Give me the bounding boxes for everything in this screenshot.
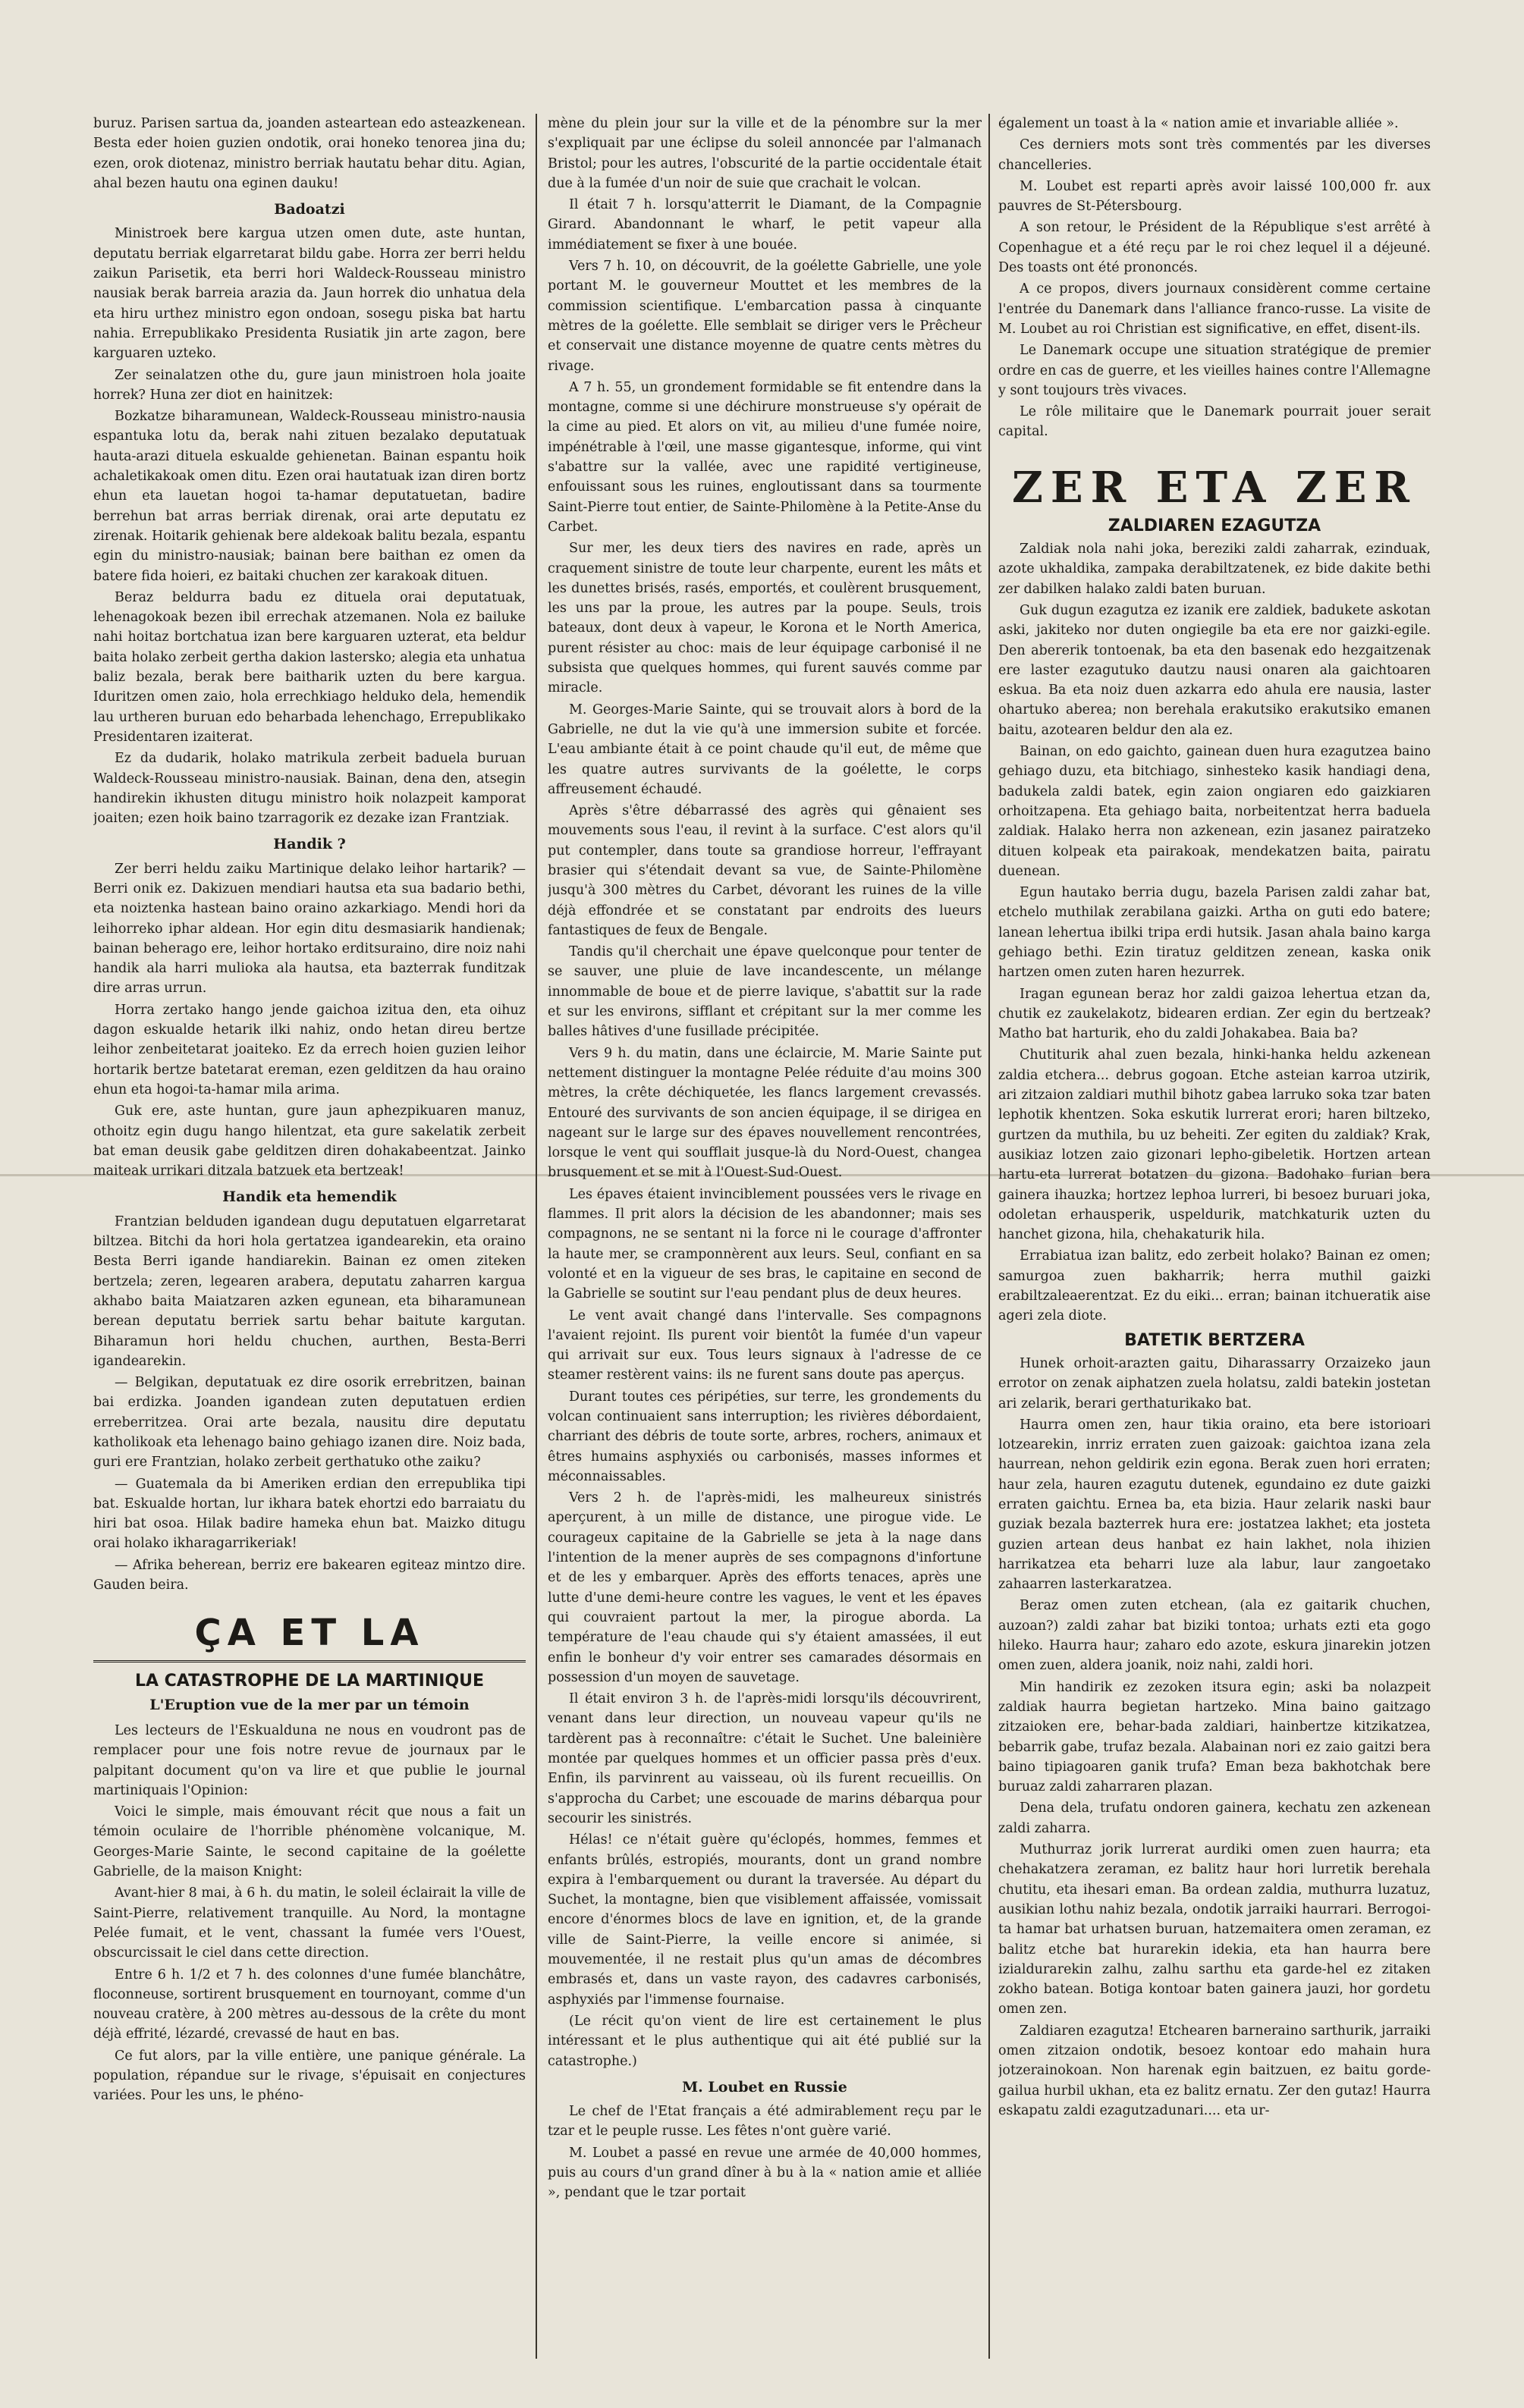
paragraph: — Guatemala da bi Ameriken erdian den errepublika tipi bat. Eskualde hortan, lur ikhara batek ehortzi edo barraiatu du hiri bat osoa. Hilak badire hameka ehun bat. Maizko ditugu orai holako ikharagarrikeriak! — [93, 1476, 526, 1552]
paragraph: Voici le simple, mais émouvant récit que nous a fait un témoin oculaire de l'horrible phénomène volcanique, M. Georges-Marie Sainte, le second capitaine de la goélette Gabrielle, de la maison Knight: — [93, 1804, 526, 1880]
headline-batetik-bertzera: BATETIK BERTZERA — [1124, 1330, 1305, 1350]
paragraph: Le rôle militaire que le Danemark pourrait jouer serait capital. — [998, 404, 1431, 440]
paragraph: Les épaves étaient invinciblement poussées vers le rivage en flammes. Il prit alors la décision de les abandonner; mais ses compagnons, ne se sentant ni la force ni le courage d'affronter la haute mer, se cramponnèrent aux leurs. Seul, confiant en sa volonté et en la vigueur de ses bras, le capitaine en second de la Gabrielle se soutint sur l'eau pendant plus de deux heures. — [548, 1186, 982, 1302]
paragraph: Dena dela, trufatu ondoren gainera, kechatu zen azkenean zaldi zaharra. — [998, 1801, 1431, 1836]
paragraph: Guk ere, aste huntan, gure jaun aphezpikuaren manuz, othoitz egin dugu hango hilentzat, eta gure sakelatik zerbeit bat eman deusik gabe gelditzen diren dohakabeentzat. Jainko maiteak urrikari ditzala batzuek eta bertzeak! — [93, 1104, 526, 1179]
paragraph: mène du plein jour sur la ville et de la pénombre sur la mer s'expliquait par une éclipse du soleil annoncée par l'almanach Bristol; pour les autres, l'obscurité de la partie occidentale était due à la fumée d'un noir de suie que crachait le volcan. — [548, 116, 982, 191]
paragraph: M. Loubet est reparti après avoir laissé 100,000 fr. aux pauvres de St-Pétersbourg. — [998, 178, 1431, 215]
paragraph: Bozkatze biharamunean, Waldeck-Rousseau ministro-nausia espantuka lotu da, berak nahi zituen bezalako deputatuak hauta-arazi dituela eskualde gehienetan. Bainan espantu hoik achaletikakoak omen ditu. Ezen orai hautatuak izan diren bortz ehun eta lauetan hogoi ta-hamar deputatuetan, badire berrehun bat arras berriak direnak, orai arte deputatu ez zirenak. Hoitarik gehienak bere aldekoak balitu bezala, espantu egin du ministro-nausiak; bainan bere baithan ez omen da batere fida hoieri, ez baitaki chuchen zer karakoak dituen. — [93, 409, 526, 584]
paragraph: Haurra omen zen, haur tikia oraino, eta bere istorioari lotzearekin, inrriz erraten zuen gaizoak: gaichtoa izana zela haurrean, nehon geldirik ezin egona. Berak zuen hori erraten; haur zela, hauren ezagutu dutenek, egundaino ez dute gaizki erraten gaichtu. Ernea ba, eta bizia. Haur zelarik naski baur guziak bezala bazterrek hura ere: jostatzea lakhet; eta josteta guzien artean deus hanbat ez hain lakhet, nola ihizien harrikatzea eta beharri luze ala labur, laur zangoetako zahaarren lasterkaratzea. — [998, 1417, 1431, 1593]
paragraph: Les lecteurs de l'Eskualduna ne nous en voudront pas de remplacer pour une fois notre revue de journaux par le palpitant document qu'on va lire et que publie le journal martiniquais l'Opinion: — [93, 1722, 526, 1798]
paragraph: Zaldiaren ezagutza! Etchearen barneraino sarthurik, jarraiki omen zitzaion ondotik, besoez kontoar edo mahain hura jotzerainokoan. Non harenak egin baitzuen, ez baitu gorde-gailua hurbil ukhan, eta ez balitz ernatu. Zer den gutaz! Haurra eskapatu zaldi ezagutzadunari.... eta ur- — [998, 2023, 1431, 2118]
section-heading-handik-eta-hemendik: Handik eta hemendik — [222, 1188, 397, 1206]
paragraph: Iragan egunean beraz hor zaldi gaizoa lehertua etzan da, chutik ez zaukelakotz, bidearen erdian. Zer egin du bertzeak? Matho bat harturik, eho du zaldi Johakabea. Baia ba? — [998, 986, 1431, 1042]
paragraph: (Le récit qu'on vient de lire est certainement le plus intéressant et le plus authentique qui ait été publié sur la catastrophe.) — [548, 2013, 982, 2069]
column-rule — [536, 114, 537, 2359]
paragraph: Min handirik ez zezoken itsura egin; aski ba nolazpeit zaldiak haurra begietan hartzeko. Mina baino gaitzago zitzaioken ere, behar-bada zaldiari, hainbertze kitzikatzea, bebarrik gabe, trufaz bezala. Alabainan nori ez zaio gaitzi bera baino tipiagoaren ganik trufa? Eman beza bakhotchak bere buruaz zaldi zaharraren plazan. — [998, 1679, 1431, 1795]
section-heading-handik: Handik ? — [273, 836, 346, 853]
paragraph: Muthurraz jorik lurrerat aurdiki omen zuen haurra; eta chehakatzera zeraman, ez balitz haur hori lurretik berehala chutitu, eta ihesari eman. Ba ordean zaldia, muthurra luzatuz, ausikian lothu nahiz bezala, ondotik jarraiki haurrari. Berrogoi-ta hamar bat urhatsen buruan, hatzemaitera omen zeraman, ez balitz etche bat hurarekin idekia, eta han haurra bere izialdurarekin zalhu, zalhu sarthu eta garde-hel ez zitaken zokho batean. Botiga kontoar baten gainera jauzi, hor gordetu omen zen. — [998, 1842, 1431, 2017]
paragraph: Sur mer, les deux tiers des navires en rade, après un craquement sinistre de toute leur charpente, eurent les mâts et les dunettes brisés, rasés, emportés, et coulèrent brusquement, les uns par la proue, les autres par la poupe. Seuls, trois bateaux, dont deux à vapeur, le Korona et le North America, purent résister au choc: mais de leur équipage carbonisé il ne subsista que quelques hommes, qui furent sauvés comme par miracle. — [548, 541, 982, 696]
paragraph: Vers 7 h. 10, on découvrit, de la goélette Gabrielle, une yole portant M. le gouverneur Mouttet et les membres de la commission scientifique. L'embarcation passa à cinquante mètres de la goélette. Elle semblait se diriger vers le Prêcheur et conservait une distance moyenne de quatre cents mètres du rivage. — [548, 259, 982, 374]
paragraph: Egun hautako berria dugu, bazela Parisen zaldi zahar bat, etchelo muthilak zerabilana gaizki. Artha on guti edo batere; lanean lehertua ibilki tripa erdi hutsik. Jasan ahala baino karga gehiago bethi. Ezin tiratuz gelditzen zenean, kaska onik hartzen omen zuten haren hezurrek. — [998, 885, 1431, 981]
paragraph: — Belgikan, deputatuak ez dire osorik errebritzen, bainan bai erdizka. Joanden igandean zuten deputatuen erdien erreberritzea. Orai arte bezala, nausitu dire deputatu katholikoak eta lehenago baino gehiago izanen dire. Noiz bada, guri ere Frantzian, holako zerbeit gerthatuko othe zaiku? — [93, 1375, 526, 1471]
paragraph: Le Danemark occupe une situation stratégique de premier ordre en cas de guerre, et les vieilles haines contre l'Allemagne y sont toujours très vivaces. — [998, 343, 1431, 398]
paragraph: Bainan, on edo gaichto, gainean duen hura ezagutzea baino gehiago duzu, eta bitchiago, sinhesteko kasik handiagi dena, badukela zaldi batek, egin zaion ongiaren edo gaizkiaren orhoitzapena. Eta gehiago baita, norbeitentzat herra baduela zaldiak. Halako herra non azkenean, ezin jasanez pairatzeko dituen kolpeak eta pairakoak, mendekatzen baita, pairatu duenean. — [998, 744, 1431, 879]
paragraph: Le chef de l'Etat français a été admirablement reçu par le tzar et le peuple russe. Les fêtes n'ont guère varié. — [548, 2104, 982, 2140]
paragraph: — Afrika beherean, berriz ere bakearen egiteaz mintzo dire. Gauden beira. — [93, 1557, 526, 1593]
column-2 — [548, 114, 982, 2359]
headline-catastrophe: LA CATASTROPHE DE LA MARTINIQUE — [134, 1672, 485, 1691]
paragraph: Après s'être débarrassé des agrès qui gênaient ses mouvements sous l'eau, il revint à la surface. C'est alors qu'il put contempler, dans toute sa grandiose horreur, l'effrayant brasier qui s'étendait devant sa vue, de Sainte-Philomène jusqu'à 300 mètres du Carbet, dévorant les ruines de la ville déjà effondrée et se constatant par endroits des lueurs fantastiques de feux de Bengale. — [548, 803, 982, 938]
paragraph: Hélas! ce n'était guère qu'éclopés, hommes, femmes et enfants brûlés, estropiés, mourants, dont un grand nombre expira à l'embarquement ou durant la traversée. Au départ du Suchet, la montagne, bien que visiblement affaissée, vomissait encore d'énormes blocs de lave en ignition, et, de la grande ville de Saint-Pierre, la veille encore si animée, si mouvementée, il ne restait plus qu'un amas de décombres embrasés et, dans un vaste rayon, des cadavres carbonisés, asphyxiés par l'immense fournaise. — [548, 1832, 982, 2008]
paragraph: Il était 7 h. lorsqu'atterrit le Diamant, de la Compagnie Girard. Abandonnant le wharf, le petit vapeur alla immédiatement se fixer à une bouée. — [548, 197, 982, 253]
column-1 — [93, 114, 526, 2359]
paragraph: Chutiturik ahal zuen bezala, hinki-hanka heldu azkenean zaldia etchera... debrus gogoan. Etche asteian karroa utzirik, ari zitzaion zaldiari muthil bihotz gabea larruko soka tzar baten lephotik khentzen. Soka eskutik lurrerat erori; haren biltzeko, gurtzen da muthila, bu uz beheiti. Zer egiten du zaldiak? Krak, ausikiaz lotzen zaio gizonari lepho-gibeletik. Hortzen artean hartu-eta lurrerat botatzen du gizona. Badohako furian bera gainera ihauzka; hortzez lephoa lurreri, bi besoez buruari joka, odoletan erhausperik, uspeldurik, matchkaturik uzten du hanchet gizona, hila, chehakaturik hila. — [998, 1047, 1431, 1243]
paragraph: Ce fut alors, par la ville entière, une panique générale. La population, répandue sur le rivage, s'épuisait en conjectures variées. Pour les uns, le phéno- — [93, 2048, 526, 2104]
paragraph: Entre 6 h. 1/2 et 7 h. des colonnes d'une fumée blanchâtre, floconneuse, sortirent brusquement en tournoyant, comme d'un nouveau cratère, à 200 mètres au-dessous de la crête du mont déjà effrité, lézardé, crevassé de haut en bas. — [93, 1967, 526, 2042]
paragraph: A ce propos, divers journaux considèrent comme certaine l'entrée du Danemark dans l'alliance franco-russe. La visite de M. Loubet au roi Christian est significative, en effet, disent-ils. — [998, 281, 1431, 337]
paragraph: Ces derniers mots sont très commentés par les diverses chancelleries. — [998, 137, 1431, 173]
banner-zer-eta-zer: ZER ETA ZER — [1012, 462, 1417, 513]
paragraph: Il était environ 3 h. de l'après-midi lorsqu'ils découvrirent, venant dans leur direction, un nouveau vapeur qu'ils ne tardèrent pas à reconnaître: c'était le Suchet. Une baleinière montée par quelques hommes et un officier passa près d'eux. Enfin, ils parvinrent au vaisseau, où ils furent recueillis. On s'approcha du Carbet; une escouade de marins débarqua pour secourir les sinistrés. — [548, 1691, 982, 1826]
paragraph: Le vent avait changé dans l'intervalle. Ses compagnons l'avaient rejoint. Ils purent voir bientôt la fumée d'un vapeur qui arrivait sur eux. Tous leurs signaux à l'adresse de ce steamer restèrent vains: ils ne furent sans doute pas aperçus. — [548, 1308, 982, 1383]
paragraph: Zer berri heldu zaiku Martinique delako leihor hartarik? — Berri onik ez. Dakizuen mendiari hautsa eta sua badario bethi, eta noiztenka hastean baino oraino azkarkiago. Mendi hori da leihorreko iphar aldean. Hor egin ditu desmasiarik handienak; bainan beherago ere, leihor hortako erditsuraino, dire noiz nahi handik ala harri mulioka ala hautsa, eta bazterrak funditzak dire arras urrun. — [93, 861, 526, 997]
paragraph: Hunek orhoit-arazten gaitu, Diharassarry Orzaizeko jaun errotor on zenak aiphatzen zuela holatsu, zaldi batekin jostetan ari zelarik, berari gerthaturikako bat. — [998, 1355, 1431, 1411]
paragraph: Beraz beldurra badu ez dituela orai deputatuak, lehenagokoak bezen ibil errechak atzemanen. Nola ez bailuke nahi hoitaz bortchatua izan bere karguaren uzterat, eta beldur baita holako zerbeit gertha dakion lastersko; alegia eta unhatua baliz bezala, berak bere baitharik uzten du bere kargua. Iduritzen omen zaio, hola errechkiago helduko dela, hemendik lau urtheren buruan edo beharbada lehenchago, Errepublikako Presidentaren izaiterat. — [93, 589, 526, 745]
paragraph: A son retour, le Président de la République s'est arrêté à Copenhague et a été reçu par le roi chez lequel il a déjeuné. Des toasts ont été prononcés. — [998, 220, 1431, 276]
paragraph: Zer seinalatzen othe du, gure jaun ministroen hola joaite horrek? Huna zer diot en hainitzek: — [93, 367, 526, 403]
paragraph: Avant-hier 8 mai, à 6 h. du matin, le soleil éclairait la ville de Saint-Pierre, relativement tranquille. Au Nord, la montagne Pelée fumait, et le vent, chassant la fumée vers l'Ouest, obscurcissait le ciel dans cette direction. — [93, 1885, 526, 1961]
column-rule — [988, 114, 990, 2359]
section-heading-badoatzi: Badoatzi — [274, 201, 345, 218]
paragraph: Zaldiak nola nahi joka, bereziki zaldi zaharrak, ezinduak, azote ukhaldika, zampaka derabiltzatenek, ez bide dakite bethi zer dabilken halako zaldi baten buruan. — [998, 542, 1431, 597]
paragraph: Guk dugun ezagutza ez izanik ere zaldiek, badukete askotan aski, jakiteko nor duten ongiegile ba eta ere nor gaizki-egile. Den abererik tontoenak, ba eta den basenak edo hezgaitzenak ere laster ezagutuko dautzu nausi onaren ala gaichtoaren eskua. Ba eta noiz duen azkarra edo ahula ere nausia, laster ohartuko aberea; non berehala erakutsiko erakutsiko emanen baitu, azotearen beldur den ala ez. — [998, 602, 1431, 738]
paragraph: Beraz omen zuten etchean, (ala ez gaitarik chuchen, auzoan?) zaldi zahar bat biziki tontoa; urhats ezti eta gogo hileko. Haurra haur; zaharo edo azote, eskura jinarekin jotzen omen zuen, aldera joanik, noiz nahi, zaldi hori. — [998, 1598, 1431, 1674]
section-heading-loubet: M. Loubet en Russie — [682, 2078, 847, 2096]
headline-zaldiaren-ezagutza: ZALDIAREN EZAGUTZA — [1108, 516, 1321, 535]
subheadline-eruption: L'Eruption vue de la mer par un témoin — [149, 1696, 470, 1713]
paragraph: Ministroek bere kargua utzen omen dute, aste huntan, deputatu berriak elgarretarat bildu gabe. Horra zer berri heldu zaikun Parisetik, eta berri hori Waldeck-Rousseau ministro nausiak berak barreia arazia da. Jaun horrek dio unhatua dela eta hiru urthez ministro egon ondoan, sosegu piska bat hartu nahia. Errepublikako Presidenta Rusiatik jin arte zagon, bere karguaren uzteko. — [93, 226, 526, 362]
paragraph: A 7 h. 55, un grondement formidable se fit entendre dans la montagne, comme si une déchirure monstrueuse s'y opérait de la cime au pied. Et alors on vit, au milieu d'une fumée noire, impénétrable à l'œil, une masse gigantesque, informe, qui vint s'abattre sur la vallée, avec une rapidité vertigineuse, enfouissant sous les ruines, engloutissant dans sa tourmente Saint-Pierre tout entier, de Sainte-Philomène à la Petite-Anse du Carbet. — [548, 379, 982, 535]
paragraph: Ez da dudarik, holako matrikula zerbeit baduela buruan Waldeck-Rousseau ministro-nausiak. Bainan, dena den, atsegin handirekin ikhusten ditugu ministro hoik nolazpeit kamporat joaiten; ezen hoik baino tzarragorik ez dezake izan Frantziak. — [93, 751, 526, 827]
paragraph: Vers 2 h. de l'après-midi, les malheureux sinistrés aperçurent, à un mille de distance, une pirogue vide. Le courageux capitaine de la Gabrielle se jeta à la nage dans l'intention de la mener auprès de ses compagnons d'infortune et de les y embarquer. Après des efforts tenaces, après une lutte d'une demi-heure contre les vagues, le vent et les épaves qui couvraient partout la mer, la pirogue aborda. La température de l'eau chaude qui s'y étaient amassées, il eut enfin le bonheur d'y voir entrer ses camarades désormais en possession d'un moyen de sauvetage. — [548, 1490, 982, 1685]
paragraph: Errabiatua izan balitz, edo zerbeit holako? Bainan ez omen; samurgoa zuen bakharrik; herra muthil gaizki erabiltzaleaerentzat. Ez du eiki... erran; bainan itchueratik aise ageri zela diote. — [998, 1248, 1431, 1324]
paragraph: M. Georges-Marie Sainte, qui se trouvait alors à bord de la Gabrielle, ne dut la vie qu'à une immersion subite et forcée. L'eau ambiante était à ce point chaude qu'il eut, de même que les quatre autres survivants de la goélette, le corps affreusement échaudé. — [548, 702, 982, 797]
paragraph: Durant toutes ces péripéties, sur terre, les grondements du volcan continuaient sans interruption; les rivières débordaient, charriant des débris de toute sorte, arbres, rochers, animaux et êtres humains asphyxiés ou carbonisés, masses informes et méconnaissables. — [548, 1389, 982, 1484]
paragraph: Horra zertako hango jende gaichoa izitua den, eta oihuz dagon eskualde hetarik ilki nahiz, ondo hetan direu bertze leihor zenbeitetarat joaiteko. Ez da errech hoien guzien leihor hortarik bertze batetarat ereman, ezen gelditzen da hau oraino ehun eta hogoi-ta-hamar mila arima. — [93, 1002, 526, 1097]
banner-ca-et-la: ÇA ET LA — [93, 1610, 526, 1662]
column-3 — [998, 114, 1431, 2359]
paragraph: M. Loubet a passé en revue une armée de 40,000 hommes, puis au cours d'un grand dîner à bu à la « nation amie et alliée », pendant que le tzar portait — [548, 2145, 982, 2201]
paragraph: buruz. Parisen sartua da, joanden asteartean edo asteazkenean. Besta eder hoien guzien ondotik, orai honeko tenorea jina du; ezen, orok diotenaz, ministro berriak hautatu behar ditu. Agian, ahal bezen hautu ona eginen dauku! — [93, 116, 526, 191]
paragraph: Frantzian belduden igandean dugu deputatuen elgarretarat biltzea. Bitchi da hori hola gertatzea igandearekin, eta oraino Besta Berri igande handiarekin. Bainan ez omen ziteken bertzela; zeren, legearen arabera, deputatu zaharren kargua akhabo baita Maiatzaren azken egunean, eta biharamunean berean deputatu berriek sartu behar baitute kargutan. Biharamun hori heldu chuchen, aurthen, Besta-Berri igandearekin. — [93, 1213, 526, 1369]
paragraph: Tandis qu'il cherchait une épave quelconque pour tenter de se sauver, une pluie de lave incandescente, un mélange innommable de boue et de pierre lavique, s'abattit sur la rade et sur les environs, sifflant et crépitant sur la mer comme les balles hâtives d'une fusillade précipitée. — [548, 944, 982, 1040]
paragraph: Vers 9 h. du matin, dans une éclaircie, M. Marie Sainte put nettement distinguer la montagne Pelée réduite d'au moins 300 mètres, la crête déchiquetée, les flancs largement crevassés. Entouré des survivants de son ancien équipage, il se dirigea en nageant sur le large sur des épaves nouvellement rencontrées, lorsque le vent qui soufflait jusque-là du Nord-Ouest, changea brusquement et se mit à l'Ouest-Sud-Ouest. — [548, 1045, 982, 1181]
paragraph: également un toast à la « nation amie et invariable alliée ». — [998, 116, 1399, 131]
